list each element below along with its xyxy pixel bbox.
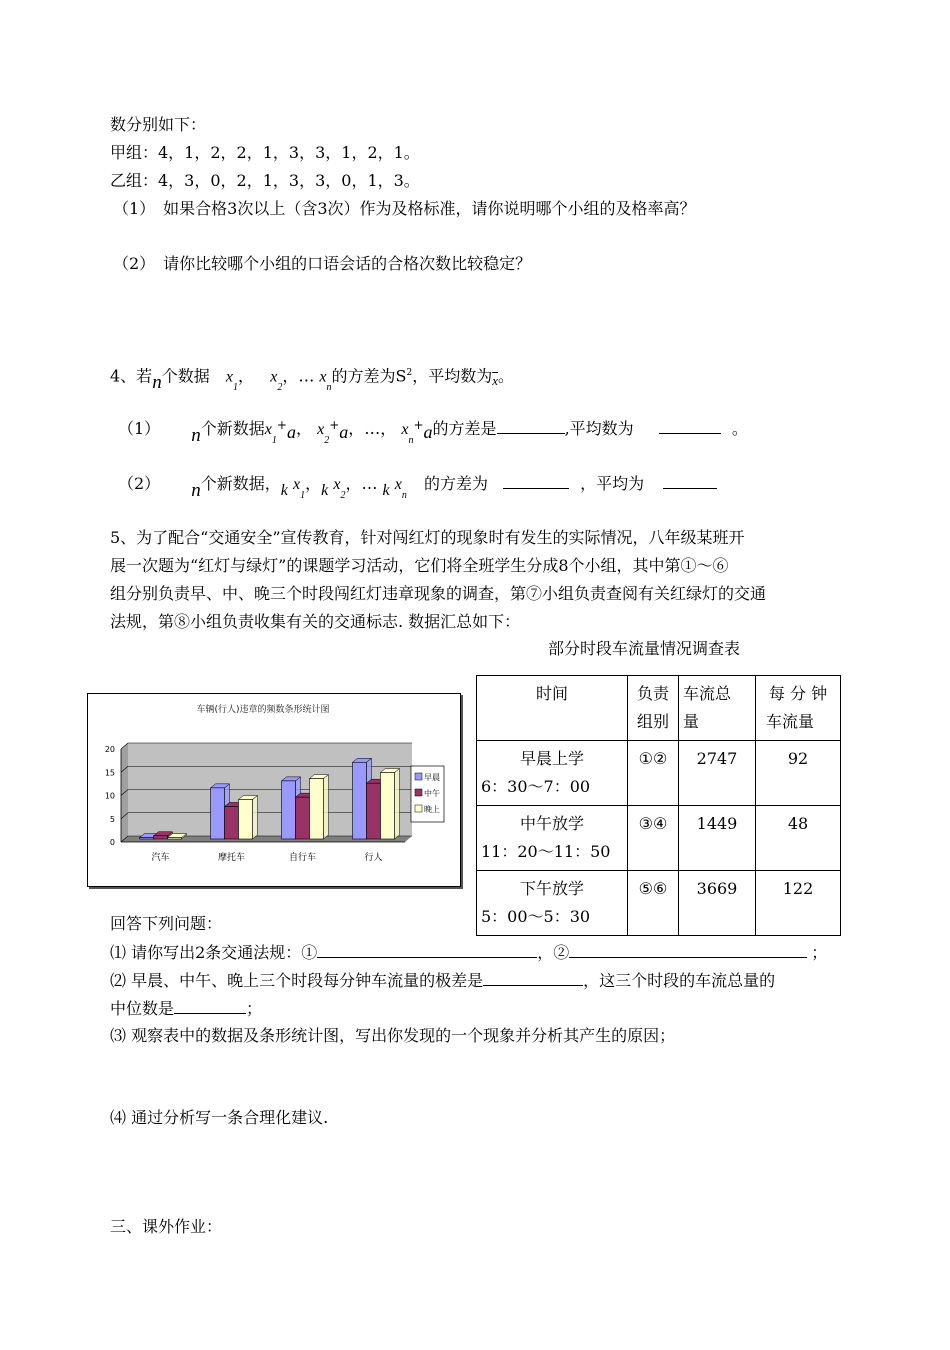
bar [211,788,225,839]
q5-line1: 5、为了配合“交通安全”宣传教育，针对闯红灯的现象时有发生的实际情况，八年级某班开 [110,528,745,547]
table-cell-total: 1449 [679,806,756,871]
legend-swatch [415,789,422,796]
x-tick-label: 汽车 [151,853,170,863]
y-tick-label: 20 [104,745,115,754]
table-header-total: 车流总 量 [679,676,756,741]
legend-swatch [415,805,422,812]
table-cell-groups: ③④ [628,806,679,871]
y-tick-label: 15 [104,768,115,778]
bar-chart [88,694,460,886]
bar [225,806,239,839]
answer-intro: 回答下列问题： [110,914,223,933]
table-row [477,741,841,806]
q3-intro: 数分别如下： [110,115,207,134]
table-cell-time: 中午放学 11：20～11：50 [477,806,628,871]
q3-sub1: （1） 如果合格3次以上（含3次）作为及格标准，请你说明哪个小组的及格率高？ [113,199,696,218]
table-row [477,806,841,871]
table-cell-time: 下午放学 5：00～5：30 [477,871,628,936]
x-tick-label: 摩托车 [217,853,246,863]
bar [353,762,367,839]
q3-sub2: （2） 请你比较哪个小组的口语会话的合格次数比较稳定？ [113,254,532,273]
bar [381,773,395,839]
legend-label: 早晨 [424,773,440,782]
legend-label: 晚上 [424,805,440,814]
q5-part2: ⑵ 早晨、中午、晚上三个时段每分钟车流量的极差是 ，这三个时段的车流总量的 [110,971,776,990]
q4-variance-blank-2[interactable] [503,473,569,489]
bar [282,781,296,839]
bar [296,797,310,839]
bar-side [324,775,329,839]
y-tick-label: 5 [109,814,115,824]
law-blank-1[interactable] [317,942,537,958]
q5-part2-cont: 中位数是 ； [110,999,263,1018]
q4-line: 4、若n个数据 $x_1$， $x_2$，… $x_n$的方差为$S^2$，平均数为$_{\overline{x}}$。 [110,366,515,394]
q4-sub2: （2） n个新数据，k $x_1$，k $x_2$，… k $x_n$ 的方差为 ，平均为 [118,473,717,497]
q5-line3: 组分别负责早、中、晚三个时段闯红灯违章现象的调查，第⑦小组负责查阅有关红绿灯的交通 [110,584,767,603]
range-blank[interactable] [483,970,583,986]
bar [154,836,168,839]
q4-variance-blank-1[interactable] [497,418,565,434]
table-cell-per-minute: 122 [756,871,841,936]
x-tick-label: 行人 [364,853,383,863]
bar-side [395,769,400,839]
law-blank-2[interactable] [569,942,807,958]
table-cell-per-minute: 48 [756,806,841,871]
table-title: 部分时段车流量情况调查表 [548,639,741,658]
table-header-time: 时间 [477,676,628,741]
q3-group-a: 甲组：4，1，2，2，1，3，3，1，2，1。 [110,143,420,162]
table-header-row [477,676,841,741]
bar [168,838,182,839]
table-row [477,871,841,936]
table-header-groups: 负责 组别 [628,676,679,741]
traffic-table [476,675,841,936]
table-cell-groups: ①② [628,741,679,806]
y-tick-label: 0 [109,838,115,847]
x-tick-label: 自行车 [288,853,317,863]
y-tick-label: 10 [104,791,115,801]
q4-mean-blank-2[interactable] [663,473,717,489]
bar [239,799,253,839]
table-cell-total: 2747 [679,741,756,806]
bar [140,838,154,839]
bar [367,783,381,839]
bar [310,779,324,839]
q5-part1: ⑴ 请你写出2条交通法规：① ，② ； [110,943,828,962]
section-heading-homework: 三、课外作业： [110,1217,223,1236]
table-cell-time: 早晨上学 6：30～7：00 [477,741,628,806]
q4-mean-blank-1[interactable] [659,418,721,434]
q3-group-b: 乙组：4，3，0，2，1，3，3，0，1，3。 [110,171,420,190]
q5-line2: 展一次题为“红灯与绿灯”的课题学习活动，它们将全班学生分成8个小组，其中第①～⑥ [110,556,729,575]
table-cell-per-minute: 92 [756,741,841,806]
median-blank[interactable] [174,998,246,1014]
legend-swatch [415,773,422,780]
legend-label: 中午 [424,789,440,798]
q5-line4: 法规，第⑧小组负责收集有关的交通标志. 数据汇总如下： [110,612,521,631]
table-header-per-minute: 每 分 钟 车流量 [756,676,841,741]
q5-part3: ⑶ 观察表中的数据及条形统计图，写出你发现的一个现象并分析其产生的原因； [110,1026,676,1045]
table-cell-groups: ⑤⑥ [628,871,679,936]
q4-sub1: （1） n个新数据$x_1^+a$， $x_2^+a$，…， $x_n^+a$的方差是 ,平均数为 。 [118,418,748,446]
bar-chart-frame [87,693,461,887]
q5-part4: ⑷ 通过分析写一条合理化建议. [110,1108,329,1127]
table-cell-total: 3669 [679,871,756,936]
bar-side [253,795,258,839]
chart-title: 车辆(行人)违章的频数条形统计图 [196,705,330,715]
